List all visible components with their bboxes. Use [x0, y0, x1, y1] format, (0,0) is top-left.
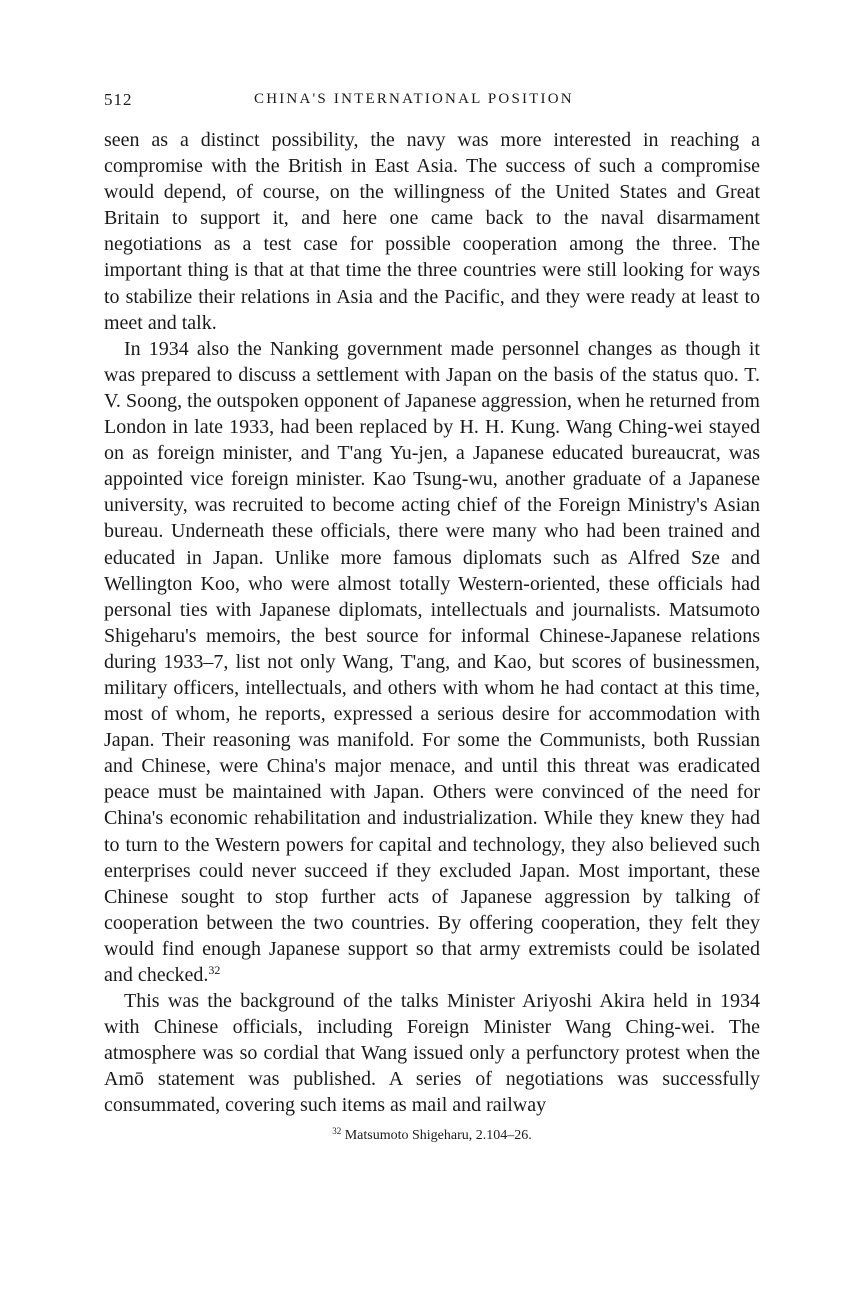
paragraph-2 [104, 336, 760, 988]
paragraph-3-text: This was the background of the talks Minister Ariyoshi Akira held in 1934 with Chinese officials, including Foreign Minister Wang Ching-wei. The atmosphere was so cordial that Wang issued only a perfunctory protest when the Amō statement was published. A series of negotiations was successfully consummated, covering such items as mail and railway [104, 990, 760, 1117]
running-head-title: CHINA'S INTERNATIONAL POSITION [254, 91, 574, 107]
book-page [104, 84, 760, 1145]
running-head [104, 84, 760, 112]
paragraph-1-text: seen as a distinct possibility, the navy was more interested in reaching a compromise with the British in East Asia. The success of such a compromise would depend, of course, on the willingness of the United States and Great Britain to support it, and here one came back to the naval disarmament negotiations as a test case for possible cooperation among the three. The important thing is that at that time the three countries were still looking for ways to stabilize their relations in Asia and the Pacific, and they were ready at least to meet and talk. [104, 129, 760, 334]
paragraph-3 [104, 988, 760, 1118]
footnote-number: 32 [332, 1125, 342, 1136]
paragraph-1 [104, 127, 760, 336]
footnote-text: Matsumoto Shigeharu, 2.104–26. [344, 1127, 532, 1143]
footnote-reference: 32 [208, 963, 221, 977]
body-text [104, 127, 760, 1119]
paragraph-2-text: In 1934 also the Nanking government made personnel changes as though it was prepared to discuss a settlement with Japan on the basis of the status quo. T. V. Soong, the outspoken opponent of Japanese aggression, when he returned from London in late 1933, had been replaced by H. H. Kung. Wang Ching-wei stayed on as foreign minister, and T'ang Yu-jen, a Japanese educated bureaucrat, was appointed vice foreign minister. Kao Tsung-wu, another graduate of a Japanese university, was recruited to become acting chief of the Foreign Ministry's Asian bureau. Underneath these officials, there were many who had been trained and educated in Japan. Unlike more famous diplomats such as Alfred Sze and Wellington Koo, who were almost totally Western-oriented, these officials had personal ties with Japanese diplomats, intellectuals and journalists. Matsumoto Shigeharu's memoirs, the best source for informal Chinese-Japanese relations during 1933–7, list not only Wang, T'ang, and Kao, but scores of businessmen, military officers, intellectuals, and others with whom he had contact at this time, most of whom, he reports, expressed a serious desire for accommodation with Japan. Their reasoning was manifold. For some the Communists, both Russian and Chinese, were China's major menace, and until this threat was eradicated peace must be maintained with Japan. Others were convinced of the need for China's economic rehabilitation and industrialization. While they knew they had to turn to the Western powers for capital and technology, they also believed such enterprises could never succeed if they excluded Japan. Most important, these Chinese sought to stop further acts of Japanese aggression by talking of cooperation between the two countries. By offering cooperation, they felt they would find enough Japanese support so that army extremists could be isolated and checked. [104, 337, 760, 986]
footnote [104, 1127, 760, 1145]
page-number: 512 [104, 90, 133, 109]
